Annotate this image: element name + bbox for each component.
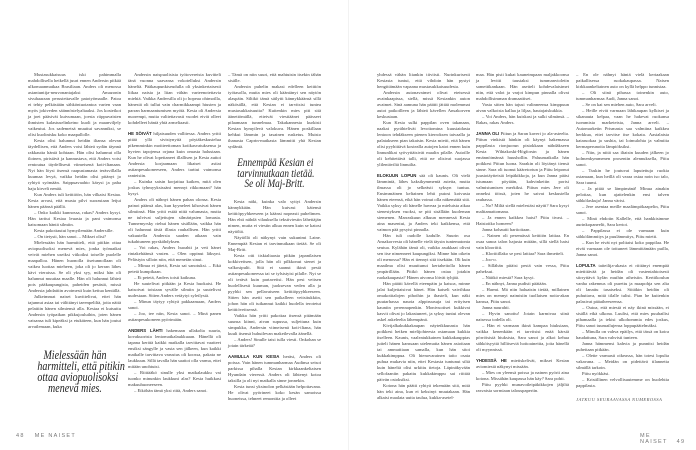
article-column-1	[28, 72, 125, 395]
article-column-3	[228, 72, 321, 402]
paragraph-text: – Olette varmasti oikeassa, hän totesi lopulta vakavana. – Meidän on pidettävä tilannetta silmällä tarkoin.	[576, 353, 669, 370]
paragraph-text: – Outoa, että miestä ei näy ikinä missään, ei sisällä eikä ulkona. Luulisi, että mies puuhailisi pihamaalla ja tekisi ulkohommia edes joskus, Piitu sanoi tuumailujensa loppupäätelmäksi.	[576, 305, 669, 328]
paragraph	[128, 263, 221, 275]
paragraph-text: – Minä ehdotin Kallelle, että hankkisimme aurinkopaneelit, Sara kertoi.	[576, 216, 669, 227]
paragraph	[476, 370, 569, 382]
paragraph	[377, 281, 470, 323]
paragraph-text: – No? Miltä siellä mielestäsi näytti? Sara kysyi malttamattomana.	[476, 203, 569, 214]
paragraph	[576, 108, 669, 150]
paragraph	[476, 311, 569, 323]
paragraph-text: yhdessä vähän liiankin tiiviisti. Nurinkurisesti Kesiasta tuntui, että vihdoin hän pystyi hengittämään vapaana mustasukkaisuudesta.	[377, 72, 470, 89]
pull-quote	[28, 348, 125, 395]
section-lead-in: ANDERS LÄHTI	[128, 328, 163, 333]
section-lead-in: YHDESSÄ HE	[476, 358, 507, 363]
paragraph-text: sää oli kaunis. Oli vielä lämmintä, lähes kaksikymmentä astetta, mutta ilmassa oli jo selkeästi syksyn tuntua. Ensimmäinen keltainen lehti putosi koivusta hänen eteensä, eikä hän voinut olla näkemättä sitä. Vaikka syksy oli hänelle haveaa ja mieluista aikaa sienestyksen vuoksi, se piti sisällään kuoleman siemenen. Marraskuun alkuun mennessä Kesia aina masentui, ja Anders teki kaikkensa, että vaimon pää pysyisi pinnalla.	[377, 173, 470, 232]
paragraph-text: Hän tuli oudolle kadulle. Suurin osa Ansakorvesta oli hänelle vielä täysin tuntematonta seutua. Kylähän tämä oli, vaikka asukkaat olivat sen itse nimenneet kaupungiksi. Minne hän oikein oli menossa? Hän ei tiennyt sitä itsekään. Oli kuin maailma olisi muuttunut kertaheitolla hänen ympärillään. Pitikö hänen ostaa jotakin ruokakaupasta? Hänen aivonsa löivät tyhjää.	[377, 233, 470, 280]
section-paragraph	[476, 358, 569, 370]
paragraph	[576, 72, 669, 90]
paragraph	[128, 179, 221, 197]
paragraph	[128, 388, 221, 394]
paragraph	[28, 192, 121, 210]
paragraph-text: Kesia näki, kuinka valo syttyi Andersin kännykkään. Hän kuivasi kätensä keittiöpyyhkeeseen ja käänsi nopeasti puhelimen. Hän ehti nähdä vilauksella tekstiviestin lähettäjän nimen, mutta ei viestin alkua ennen kuin se katosi näytöltä.	[228, 198, 321, 234]
paragraph-text: Janna naurahti.	[482, 305, 510, 310]
paragraph	[228, 199, 321, 235]
paragraph	[576, 168, 669, 186]
paragraph-text: – Kloriitillako se pesi lattiaa? Sara ihmetteli.	[482, 251, 565, 256]
paragraph-text: Janna kohautti hartioitaan.	[482, 227, 531, 232]
paragraph	[476, 233, 569, 251]
paragraph	[476, 215, 569, 227]
section-lead-in: ELOKUUN LOPUN	[377, 173, 417, 178]
section-lead-in: JANNA OLI	[476, 131, 500, 136]
pull-quote-line: ottaa aviopuolisoksi	[37, 370, 119, 384]
paragraph	[476, 323, 569, 353]
paragraph	[228, 384, 321, 402]
paragraph	[476, 72, 569, 102]
pull-quote	[228, 158, 321, 190]
paragraph-text: – Joo, tee niin, Kesia sanoi. – Minä panen astianpesukoneen pyörimään.	[128, 311, 221, 322]
paragraph	[576, 204, 669, 216]
section-paragraph	[128, 131, 221, 179]
magazine-name: ME NAISET	[640, 433, 668, 445]
paragraph-text: Kesia olisi halunnut heidän iltansa olevan täydellisen, että Anders voisi lähteä sydän täynnä rakkautta häntä kohtaan. Hän olisi halunnut olla iloinen, piristävä ja kannustava, että Anders voisi rentoutua täydellisesti viimeisenä koti-iltanaan. Nyt hän löysi itsensä raapustamasta teräsvillalla kuumaa levyä, vaikka heidän olisi pitänyt jo ryhtyä syömään. Saippuavaahto kärysi ja paha haju kirveli nenää.	[28, 138, 121, 191]
paragraph-text: Kotona hän päätti ryhtyä tekemään sitä, mitä hän teki aina, kun ei keksinyt muutakaan. Hän alkaisi maalata uutta taulua, kukka-asetel-	[377, 383, 470, 400]
paragraph-text: – Minua ei jätetä, Kesia sai sanotuksi. – Eikä petetä kumpikaan.	[128, 263, 221, 274]
paragraph-text: – Oli siinä pihassa toinenkin auto, tummanharmaa Audi, Janna sanoi.	[576, 90, 669, 101]
paragraph-text: – Ja ennen kaikkea haisi? Piitu tivasi. – Haistoitko homeen?	[476, 215, 569, 226]
article-column-2	[128, 72, 221, 394]
paragraph-text: Kesia otti tiskialtaasta pitkän japanilaisen kokkiveitsen, jolla hän oli pilkkonut sienet ja valkosipulit. Sitä ei saanut ikinä pestä astianpesukoneessa tai se tylsistyisi pilalle. Nyt se oli terävä kuin partaveitsi. Hän pesi veitsen huolellisesti kuuman, juoksevan veden alla ja pyyhki sen pellavaiseen keittiöpyyhkeeseen. Sitten hän asetti sen paikalleen veitsitukkiin, johon hän oli tuikannut kaikki huolella terotetut keittiöveitsensä.	[228, 252, 321, 312]
paragraph	[28, 294, 121, 330]
paragraph	[476, 114, 569, 126]
pull-quote-line: harmitteli, että pitikin	[37, 359, 125, 373]
paragraph	[576, 150, 669, 168]
section-paragraph	[128, 328, 221, 370]
paragraph-text: – Ei petetä, Anders toisti kaikuna.	[134, 275, 197, 280]
paragraph	[576, 329, 669, 341]
paragraph-text: – Niin, ja niitä saa iltaisin kuuden jälkeen jo kolmenkymmenen prosentin alennuksella, Piitu sanoi.	[576, 150, 669, 167]
paragraph-text: – Minulla on vahva epäilys, että tässä on koira haudattuna, Sara vahvisti tunteen.	[576, 329, 669, 340]
article-column-5	[476, 72, 569, 394]
paragraph-text: – Kristillinen velvollisuutemme on huolehtia pappilasta.	[576, 377, 669, 388]
column-text	[476, 72, 569, 394]
paragraph-text: – Eiköhän tämä yksi riitä, Anders sanoi.	[134, 388, 208, 393]
paragraph	[128, 311, 221, 323]
article-column-4	[377, 72, 470, 401]
paragraph-text: – Hyvin sanottu! Jotain karmivaa siinä naisessa todella oli.	[476, 311, 569, 322]
section-lead-in: AAMULLA KUN KESIA	[228, 353, 280, 359]
paragraph	[128, 197, 221, 245]
paragraph	[576, 305, 669, 329]
paragraph	[128, 370, 221, 388]
paragraph	[476, 382, 569, 394]
continuation-note: JATKUU SEURAAVASSA NUMEROSSA	[576, 397, 663, 402]
paragraph-text: Kun Kesia sulki pappilan oven takanaan, naakat pyrähtelivät levottomina kuusiaidasta lentoon tehdäkseen pienen kierroksen taivaalla ja palatakseen pian takaisin. Kesia mietti, että hänen olisi pyyhittävä kostealla autojen katot ennen kuin linnunlikat syövyttäisivät maalin pilalle. Autoille oli kehitettävä talli, että ne olisivat suojassa ylilentäviltä linnuilta.	[377, 120, 470, 167]
paragraph	[128, 72, 221, 126]
paragraph-text: – On tietysti, hän sanoi. – Miksei olisi?	[34, 234, 107, 239]
paragraph-text: – Voi rakas, Anders huoahti ja veti hänet rintakehäänsä vasten. – Olen oppinut läksyni. Pelästyin silloin niin, että menetän sinut.	[128, 245, 221, 262]
paragraph-text: – Onko kaikki kunnossa, rakas? Anders kysyi. Hän tarttui Kesiaa leuasta ja pani vaimonsa katsomaan häntä silmiin.	[28, 210, 121, 227]
pull-quote-line: Se oli Maj-Britt.	[244, 178, 305, 190]
paragraph-text: Vasta sitten hän tajusi valinneensa kimppuun aivan valkoista kallaa ja liljaa, hautajaiskukkia.	[476, 102, 569, 113]
paragraph	[228, 313, 321, 337]
paragraph	[476, 287, 569, 305]
paragraph-text: hiljaisuuden vallitessa. Anders yritti pitää yllä sivistynyttä pöytäkeskustelua pikemminkin moitteettoman kotikasvatuksensa ja hyvien tapojensa orjana kuin omasta halustaan. Kun he olivat lopettaneet illallisen ja Kesia auttoi Andersia korjaamaan likaiset astiat astianpesukoneeseen, Anders tarttui vaimonsa ranteisiin.	[128, 131, 221, 178]
paragraph-text: – Tämä on niin suuri, että mahtuisin itsekin tähän sisälle.	[228, 72, 321, 83]
paragraph-text: Kivijalkakukkakaupan näyteikkunasta hän poikkesi hetken mielijohteesta ostamaan kukkia itselleen. Kaunis, vaaleatukkainen kukkakauppias jutteli hänen kanssaan utelematta hänen asioitaan tai ammattiaan samalla, kun hän sitoi kukkakimppua. Oli hienovarainen taito osata puhua mukavia niin, ettei Kesiasta tuntunut siltä kuin häneltä olisi urkittu tietoja. Läpinäkyvään sellofaaniin pakattu kukkakimppu sai riittää päivän ostoksiksi.	[377, 323, 470, 382]
column-text	[28, 72, 121, 330]
section-paragraph	[476, 131, 569, 203]
page-number: 48	[16, 433, 25, 439]
paragraph	[377, 233, 470, 281]
paragraph-text: – Kuinka saisin korjattua kaiken, mitä olen joskus tyhmyyksissäni mennyt rikkomaan? hän kysyi.	[128, 179, 221, 196]
paragraph-text: – Harmi. Mä niin haluaisin tietää, millainen mies on mennyt naimisiin tuollaisen noita-akan kanssa, Piitu sanoi.	[476, 287, 569, 304]
paragraph	[377, 90, 470, 120]
paragraph	[28, 72, 121, 138]
pull-quote-line: Ennempää Kesian ei	[237, 157, 314, 169]
paragraph-text: Kesia pakottautui hymyilemään Andersille.	[34, 228, 114, 233]
paragraph-text: Mielessään hän harmitteli, että pitikin ottaa aviopuolisoksi menevä mies, jonka työmatkat veivät miehen useiksi viikoiksi toiselle puolelle maapalloa. Hänen huonolla itsetunnollaan oli vaikea luottaa mieheen, joka oli jo kerran lähes kävi vieraissa. Se oli yksi syy, miksi hän oli halunnut muuttaa maalle. Hän oli halunnut lähteä pois pääkaupungista, paheiden pesästä, missä Andersia jahdattiin avoimesti kuin kettua kentällä.	[28, 240, 121, 293]
paragraph-text: – Tuskin he joutuvat laputettuja ruokia ostamaan, kun heillä oli varaa ostaa noin iso talo, Sara tuumi.	[576, 168, 669, 185]
paragraph	[476, 263, 569, 275]
article-column-6	[576, 72, 669, 403]
paragraph-text: – Joo-o.	[482, 257, 497, 262]
paragraph	[476, 102, 569, 114]
paragraph	[128, 281, 221, 299]
paragraph	[28, 138, 121, 192]
paragraph-text: – Minun täytyy ryhtyä pakkaamaan, Anders sanoi.	[128, 299, 221, 310]
paragraph	[28, 210, 121, 228]
paragraph-text: mietiskelivät, mikseі Kesian aviomiestä näkynyt missään.	[476, 358, 569, 369]
paragraph	[476, 203, 569, 215]
paragraph	[28, 240, 121, 294]
column-text	[377, 72, 470, 401]
paragraph	[576, 377, 669, 389]
paragraph-text: – Pappilassa ei ole varmaan kuin sähkölämmitys ja puulämmitys, Piitu mietti.	[576, 228, 669, 239]
paragraph-text: Näytöllä oli näkynyt vain sukunimi Laine. Ennempää Kesian ei tarvinnutkaan tietää. Se oli Maj-Britt.	[228, 234, 321, 252]
paragraph-text: Piitu pyyhki munavoileipäkikkojen jäljiltä rasvaisia sormiaan talouspaperiin.	[476, 382, 569, 393]
paragraph-text: Vaikka hän yritti pakottaa itsensä pitämään suunsa kiinni, aivan supussa, suljettuna kuin simpukka, Andersin viimeisenä koti-iltana, hän kuuli itsensä huhuilevan makeilevalla äänellä.	[228, 312, 321, 336]
paragraph-text: Piitu nyökkäsi.	[582, 371, 610, 376]
paragraph-text: – Ja pitää se lämpimänä! Minua ainakin pelottaa, kun ajattelenkin ensi talven sähkölaskuja! Janna värisi.	[576, 186, 669, 203]
pull-quote-line: Mielessään hän	[43, 348, 107, 362]
section-lead-in: HE SÖIVÄT	[128, 131, 152, 136]
paragraph	[377, 72, 470, 90]
pull-quote-line: tarvinnutkaan tietää.	[237, 167, 315, 180]
paragraph	[377, 323, 470, 383]
column-text	[228, 72, 321, 402]
pull-quote-line: menevä mies.	[48, 381, 102, 395]
paragraph	[228, 235, 321, 253]
section-lead-in: LOPULTA	[576, 263, 596, 268]
paragraph-text: – Sillähän pitäisi pestä vain vessa, Piitu paheksui.	[476, 263, 569, 274]
paragraph-text: – Heille eivät varmaan lähikaupan kylkiset ja sikanauta kelpaa, vaan he hakevat ruokansa isommista marketeista, Janna arveli. – Automarketin Prismasta saa valmiina kaikkea herkkua, ettei tarvitse itse kokata. Aasialaista kataruokaa ja sushia, tai loimulohta ja valmiita kermaperunoita lämpiöksiksi.	[576, 108, 669, 149]
paragraph-text: Janna hämmensi kahvia ja punnitsi heidän puheitaan pitkään.	[576, 341, 669, 352]
paragraph	[576, 90, 669, 102]
paragraph-text: He suutelivat pitkään ja Kesia huokaisi. He katsoivat toisiaan syvälle silmiin ja suutelivat uudestaan. Sitten Anders vetäytyi syleilystä.	[128, 281, 221, 298]
column-text	[576, 72, 669, 389]
paragraph-text: Andersin naispuolisista työtovereista kuvitteli tänä vuonna saavansa vokotelluksi Andersin häneltä. Pääkaupunkiseudulla oli yksinkertaisesti liikaa naisia ja liian vähän varteenotettavia miehiä. Vaikka Andersilla oli jo hopeaa ohimoilla, hänestä oli tullut vain charmikkaampi hiusten ja parran harmaantumisen myötä. Kesia oli Andersia nuorempi, mutta valitettavasti vuodet eivät olleet kohdelleet häntä yhtä armeliaasti.	[128, 72, 221, 125]
paragraph-text: Kesia tunsi yksinolon pelkästään helpottavana. He olivat pyörineet koko kesän samoissa huoneissa, tehneet remonttia ja olleet	[228, 383, 321, 401]
paragraph	[576, 228, 669, 240]
page-number: 49	[676, 439, 686, 445]
section-paragraph	[576, 263, 669, 305]
paragraph-text: – Hän ei varmaan ikinä kampaa hiuksiaan, vaikka kenenkään ei tarvitsisi enää kärsiä pörröisistä hiuksista, Sara sanoi ja alkoi kehua sähköisyyttä hillitseviä hoitoaineitta, joita hänellä oli myynnissä.	[476, 323, 569, 352]
section-paragraph	[228, 354, 321, 384]
paragraph-text: maa. Hän pisti kukat kauneimpaan maljakkoonsa ja levitti taustaksi tummanvioletin samettikankaan. Hän asetteli kohdevalaisimet niin, että valot ja varjot kimpun pinnalla olivat mahdollisimman dramaattiset.	[476, 72, 569, 101]
paragraph-text: Julkeimmat naiset kuvittelivat, ettei hän tajunnut asiaa tai välittänyt taeenpeliltä, joita näitä pelattiin hänen silmiensä alla. Kesiaa ei kutsuttu Andersin työpaikan pikkujouluihin, joten hänen vatsansa tuli kipeäksi ja etukäteen, kun hän joutui arvailemaan, kuka	[28, 294, 121, 329]
paragraph	[576, 216, 669, 228]
column-text	[128, 72, 221, 394]
paragraph	[228, 72, 321, 84]
paragraph-text: Piitun ja Saran kaveri jo ala-asteelta. Piitun vinkistä hänkin oli käynyt hakemassa pappilasta rionjuorun pistokkaan nähdäkseen Kesia Wihtakoski-Högforsin ja hänen emännöimänsä huushollin. Paluumatkalla hän poikkesi Piitun luona. Sarakin oli löytänyt tiensä sinne. Sara oli tuonut kääretortun ja Piitu leiponut juustotäytteisiä leipäkikkoja, ja kun Janna pääsi istumaan pöytään, kahvinkeitin porisi valmistumisen merkiksi. Piitun mies Jere oli onneksi töissä, joten he saivat keskustella rauhassa.	[476, 131, 570, 202]
paragraph-text: Kun Anders tuli keittiöön, hän vilkaisi Kesiaa. Kesia arvasi, että musta pilvi suorastaan leijui hänen päänsä päällä.	[28, 192, 121, 209]
paragraph-text: heräsi, Anders oli poissa. Vain hänen tummanharmaa Audinsa seisoi parkissa pihalla Kesian kirkkaankeltaisen Hyundain vieressä. Anders oli lähtenyt kotoa taksilla ja oli nyt matkalla sinne jonnekin.	[228, 353, 321, 383]
paragraph-text: – Voi Anders, hän kuiskasi ja sulki silmänsä. – Rakas, rakas Anders.	[476, 114, 569, 125]
magazine-name: ME NAISET	[34, 433, 77, 439]
paragraph	[128, 299, 221, 311]
paragraph-text: hakemaan ullakolta suurta, kovakuorista lentomatkalaukkuaan. Hänellä oli tapana kerätä kaikki matkalla tarvittavat vaatteet ensiksi sängylle ja vasta sen jälkeen, kun kaikki matkalle tarvittava varustus oli koossa, pakata ne laukkuun. Sillä tavalla hän saattoi olla varma, ettei mitään unohtuisi.	[128, 328, 221, 369]
paragraph-text: – Riittääkö sinulle yksi matkalaukku vai tuonko minunkin laukkuni alas? Kesia huikkasi makuuhuoneeseen.	[128, 370, 221, 387]
paragraph	[576, 341, 669, 353]
paragraph-text: – Näitkö miestä? Sara kysyi.	[482, 275, 535, 280]
paragraph-text: Mustasukkaisuus iski pahimmalla mahdollisella hetkellä juuri ennen Andersin pitkää ulkomaanmatkaa Brasiliaan. Anders oli menossa asiantuntija-neuvonantajaksi Amazonin sivuhaaraan perustettavalle patotyömaalle. Patoa ei tehty pelkästään sähköntuotantoa varten vaan myös jokiveden säännöstelyaltaaksi. Jos kosteikot ja joet pääsivät kuivumaan, joesta riippuvaisten ihmisten kalastuselinkeino kuoli ja maanviljely vaikeutui. Jos sademetsä muuttui savanniksi, se olisi kuolinisku koko maapallolle.	[28, 72, 121, 137]
paragraph-text: – En ole nähnyt häntä vielä kertaakaan paikallisessa ruokakaupassa. Naisen kirkkaankeltainen auto on kyllä helppo tunnistaa.	[576, 72, 669, 89]
paragraph-text: Andersin autonavaimet olivat eteisessä avainkaapissa, siellä, missä Kesiankin auton avaimet. Sinä aamuna hän päätti jättää molemmat autot paikoilleen ja lähteä kävellen Ansakorven keskustaan.	[377, 90, 470, 119]
paragraph	[228, 84, 321, 150]
paragraph-text: – Mies on yleensä poissa ja nainen pyörii aina kotona. Missähän kaupassa hän käy? Sara pohti.	[476, 370, 569, 381]
paragraph	[576, 186, 669, 204]
paragraph-text: – Se on kai sen miehen auto, Sara arveli.	[582, 102, 657, 107]
paragraph-text: – Nainen oli pesemässä keittiön lattiaa. En osaa sanoa talon hajusta mitään, sillä siellä haisi vain klooriitti.	[476, 233, 569, 250]
paragraph-text: Hän päätti kävellä eteenpäin ja katsoa, minne jalat kuljettaisivat hänet. Hän katseli vaivihkaa omakotitalojen pihoihin ja ihasteli, kun näki puutarhassa nauria alppiruusuja tai erityisen kauniin perennapenkin. Monivuotiset kukkivat kasvit olivat jo lakastuneet, ja syksy tuntui olevan askel askeleelta lähempänä.	[377, 281, 470, 322]
paragraph	[228, 337, 321, 349]
paragraph-text: – Kun he eivät nyt polttaisi koko pappilaa. He eivät varmaan ole tottuneet lämmittämään puilla, Janna sanoi.	[576, 240, 669, 257]
paragraph	[128, 245, 221, 263]
paragraph	[228, 253, 321, 313]
footer-right	[640, 433, 696, 445]
paragraph-text: taiteilija-akasta ei riittänyt enempää mietittävää ja heidän oli vastentahtoisesti siirryttävä kylän muihin aiheisiin. Kerttikoulun vanha rakennus oli purettu ja maapohja sen alta oli lanattu tasaiseksi. Siitäkin heidän oli puhuttava, mitä tilalle tulisi. Pian he kuitenkin palasivat pääaiheeseensa.	[576, 263, 669, 304]
paragraph-text: – En nähnyt, Janna pudisti päätään.	[482, 281, 547, 286]
paragraph-text: Anders oli nähnyt hänen pahan olonsa. Kesia painoi päänsä alas, kun kyyneleet kihosivat hänen silmiinsä. Hän yritti estää niitä valumasta, mutta ne tulvivat suljettujen silmäripsien lomasta. Tunnemyrsky riehui hänen sisällään, vaikka hän oli halunnut tästä illasta rauhallisen. Hän yritti vakuutella Andersia saaden aikaan vain tukahtuneen pyrskähdyksen.	[128, 197, 221, 244]
section-paragraph	[377, 173, 470, 233]
footer-left	[16, 433, 76, 439]
paragraph	[377, 383, 470, 401]
paragraph	[377, 120, 470, 168]
paragraph-text: Andersin puhelin makasi edelleen keittiön työtasolla, mutta mies oli kääntänyt sen näytön alaspäin. Siltikö tämä säilytti kännykkäänsä sillä näkösällä, että Kesian ei tarvitsisi tuntea mustasukkaisuutta? Kuitenkin mies piti sitä äänettömällä, etteivät viestiäänet päässeet pilaamaan tunnelmaa. Takakannesta kurkisti Kesian hymyilevä valokuva. Hänen poskillaan hehkui lämmin ja tasainen rusketus. Muisto ihanasta Caprin-matkasta lämmitti yhä Kesian sydäntä.	[228, 84, 321, 149]
paragraph-text: – Anders! Sinulle taisi tulla viesti. Onkohan se jotain tärkeää?	[228, 336, 321, 348]
paragraph-text: – Jere asentaa meille maalämpökaapelin, Piitu sanoi.	[576, 204, 669, 215]
paragraph	[576, 240, 669, 258]
page-gutter	[348, 0, 349, 450]
paragraph	[576, 353, 669, 371]
